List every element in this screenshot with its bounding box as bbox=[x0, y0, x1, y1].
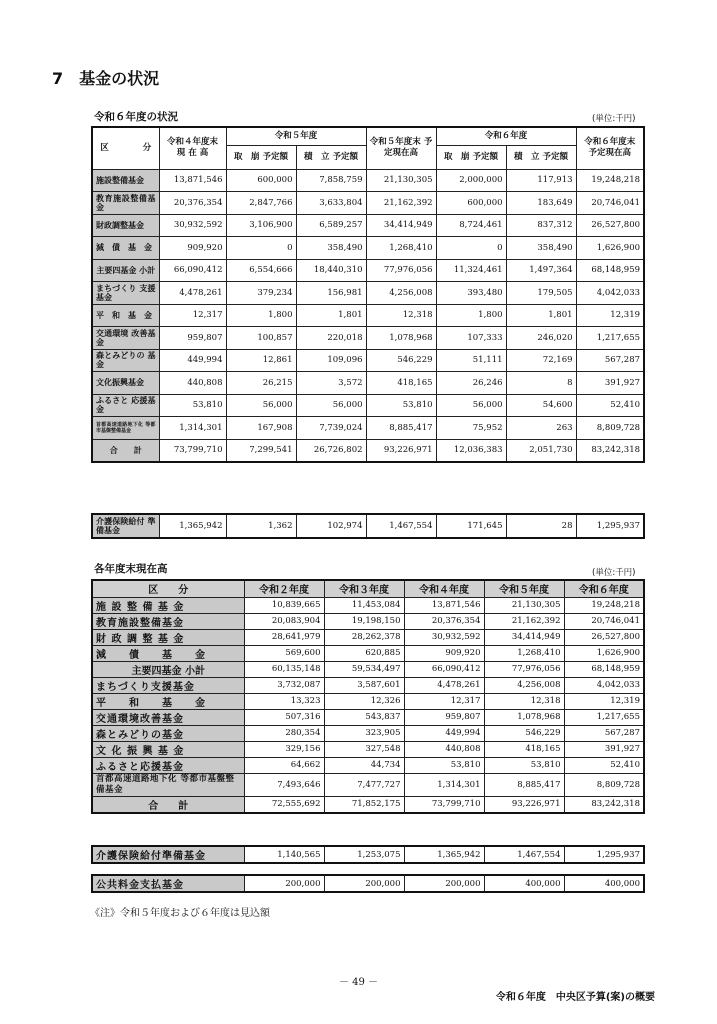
cell: 83,242,318 bbox=[576, 439, 644, 462]
cell: 959,807 bbox=[159, 327, 226, 350]
page-number: － 49 － bbox=[338, 977, 379, 988]
cell: 323,905 bbox=[324, 725, 404, 741]
table-row bbox=[92, 282, 644, 305]
cell: 93,226,971 bbox=[484, 796, 564, 813]
row-label: 施設整備基金 bbox=[92, 169, 159, 192]
cell: 11,324,461 bbox=[436, 259, 506, 282]
cell: 1,362 bbox=[226, 514, 296, 538]
table-row bbox=[92, 757, 644, 773]
cell: 34,414,949 bbox=[366, 214, 436, 237]
cell: 418,165 bbox=[484, 741, 564, 757]
cell: 28,262,378 bbox=[324, 629, 404, 645]
cell: 0 bbox=[436, 237, 506, 260]
cell: 327,548 bbox=[324, 741, 404, 757]
cell: 12,319 bbox=[564, 693, 644, 709]
kaigo-status-table bbox=[91, 513, 645, 539]
table-row bbox=[92, 192, 644, 215]
cell: 379,234 bbox=[226, 282, 296, 305]
row-label: ふるさと 応援基金 bbox=[92, 394, 159, 417]
cell: 73,799,710 bbox=[404, 796, 484, 813]
table-row bbox=[92, 514, 644, 538]
cell: 109,096 bbox=[296, 349, 366, 372]
cell: 543,837 bbox=[324, 709, 404, 725]
cell: 83,242,318 bbox=[564, 796, 644, 813]
row-label: 交通環境改善基金 bbox=[92, 709, 244, 725]
footer: 令和６年度 中央区予算(案)の概要 bbox=[495, 992, 655, 1003]
table-row bbox=[92, 709, 644, 725]
cell: 117,913 bbox=[506, 169, 576, 192]
cell: 12,326 bbox=[324, 693, 404, 709]
cell: 263 bbox=[506, 417, 576, 440]
cell: 1,314,301 bbox=[159, 417, 226, 440]
cell: 28 bbox=[506, 514, 576, 538]
row-label: 財政調整基金 bbox=[92, 214, 159, 237]
cell: 8,885,417 bbox=[484, 773, 564, 796]
cell: 19,198,150 bbox=[324, 613, 404, 629]
table-row bbox=[92, 629, 644, 645]
row-label: 平 和 基 金 bbox=[92, 693, 244, 709]
cell: 56,000 bbox=[296, 394, 366, 417]
cell: 600,000 bbox=[226, 169, 296, 192]
cell: 1,800 bbox=[436, 304, 506, 327]
cell: 26,527,800 bbox=[576, 214, 644, 237]
cell: 3,587,601 bbox=[324, 677, 404, 693]
cell: 567,287 bbox=[576, 349, 644, 372]
row-label: 公共料金支払基金 bbox=[92, 875, 244, 892]
cell: 12,318 bbox=[366, 304, 436, 327]
row-label: 主要四基金 小計 bbox=[92, 259, 159, 282]
table-row bbox=[92, 613, 644, 629]
header-r5-deposit: 積 立 予定額 bbox=[296, 145, 366, 169]
cell: 56,000 bbox=[436, 394, 506, 417]
table-row bbox=[92, 327, 644, 350]
cell: 20,376,354 bbox=[404, 613, 484, 629]
cell: 93,226,971 bbox=[366, 439, 436, 462]
cell: 4,042,033 bbox=[576, 282, 644, 305]
cell: 358,490 bbox=[506, 237, 576, 260]
cell: 13,871,546 bbox=[404, 597, 484, 613]
cell: 156,981 bbox=[296, 282, 366, 305]
cell: 546,229 bbox=[366, 349, 436, 372]
header-kubun: 区 分 bbox=[92, 127, 159, 169]
note: 《注》令和５年度および６年度は見込額 bbox=[90, 908, 270, 919]
table-row bbox=[92, 741, 644, 757]
table-row bbox=[92, 597, 644, 613]
header-kubun: 区 分 bbox=[92, 580, 244, 597]
cell: 2,847,766 bbox=[226, 192, 296, 215]
row-label: 減 債 基 金 bbox=[92, 237, 159, 260]
header-r5: 令和５年度 bbox=[226, 127, 366, 145]
cell: 440,808 bbox=[159, 372, 226, 395]
cell: 7,858,759 bbox=[296, 169, 366, 192]
cell: 11,453,084 bbox=[324, 597, 404, 613]
cell: 52,410 bbox=[576, 394, 644, 417]
cell: 71,852,175 bbox=[324, 796, 404, 813]
table-row bbox=[92, 645, 644, 661]
cell: 21,130,305 bbox=[484, 597, 564, 613]
cell: 59,534,497 bbox=[324, 661, 404, 677]
cell: 13,871,546 bbox=[159, 169, 226, 192]
cell: 26,215 bbox=[226, 372, 296, 395]
cell: 20,746,041 bbox=[576, 192, 644, 215]
cell: 26,726,802 bbox=[296, 439, 366, 462]
header-r4-end: 令和４年度末 現 在 高 bbox=[159, 127, 226, 169]
cell: 220,018 bbox=[296, 327, 366, 350]
row-label: 教育施設整備基金 bbox=[92, 613, 244, 629]
cell: 200,000 bbox=[404, 875, 484, 892]
row-label: 介護保険給付準備基金 bbox=[92, 846, 244, 863]
cell: 1,253,075 bbox=[324, 846, 404, 863]
cell: 2,051,730 bbox=[506, 439, 576, 462]
cell: 400,000 bbox=[484, 875, 564, 892]
table-row bbox=[92, 796, 644, 813]
cell: 77,976,056 bbox=[484, 661, 564, 677]
cell: 7,739,024 bbox=[296, 417, 366, 440]
table-row bbox=[92, 439, 644, 462]
cell: 54,600 bbox=[506, 394, 576, 417]
kokyo-balance-table bbox=[91, 874, 645, 893]
cell: 51,111 bbox=[436, 349, 506, 372]
cell: 72,555,692 bbox=[244, 796, 324, 813]
cell: 21,162,392 bbox=[366, 192, 436, 215]
cell: 3,572 bbox=[296, 372, 366, 395]
row-label: 文 化 振 興 基 金 bbox=[92, 741, 244, 757]
cell: 8 bbox=[506, 372, 576, 395]
kaigo-balance-table bbox=[91, 845, 645, 864]
cell: 18,440,310 bbox=[296, 259, 366, 282]
cell: 72,169 bbox=[506, 349, 576, 372]
cell: 393,480 bbox=[436, 282, 506, 305]
table-row bbox=[92, 875, 644, 892]
header-r5-withdraw: 取 崩 予定額 bbox=[226, 145, 296, 169]
cell: 1,078,968 bbox=[484, 709, 564, 725]
cell: 1,314,301 bbox=[404, 773, 484, 796]
cell: 4,042,033 bbox=[564, 677, 644, 693]
cell: 44,734 bbox=[324, 757, 404, 773]
cell: 6,554,666 bbox=[226, 259, 296, 282]
cell: 66,090,412 bbox=[404, 661, 484, 677]
cell: 1,801 bbox=[296, 304, 366, 327]
cell: 1,365,942 bbox=[404, 846, 484, 863]
table-row bbox=[92, 417, 644, 440]
cell: 280,354 bbox=[244, 725, 324, 741]
cell: 107,333 bbox=[436, 327, 506, 350]
row-label: 介護保険給付 準備基金 bbox=[92, 514, 159, 538]
cell: 28,641,979 bbox=[244, 629, 324, 645]
cell: 167,908 bbox=[226, 417, 296, 440]
cell: 68,148,959 bbox=[564, 661, 644, 677]
cell: 620,885 bbox=[324, 645, 404, 661]
cell: 30,932,592 bbox=[159, 214, 226, 237]
header-r4: 令和４年度 bbox=[404, 580, 484, 597]
cell: 53,810 bbox=[484, 757, 564, 773]
cell: 1,140,565 bbox=[244, 846, 324, 863]
cell: 7,493,646 bbox=[244, 773, 324, 796]
cell: 7,477,727 bbox=[324, 773, 404, 796]
header-r6: 令和６年度 bbox=[436, 127, 576, 145]
row-label: まちづくり支援基金 bbox=[92, 677, 244, 693]
cell: 1,217,655 bbox=[564, 709, 644, 725]
cell: 60,135,148 bbox=[244, 661, 324, 677]
row-label: 森とみどりの基金 bbox=[92, 725, 244, 741]
cell: 391,927 bbox=[576, 372, 644, 395]
cell: 418,165 bbox=[366, 372, 436, 395]
cell: 391,927 bbox=[564, 741, 644, 757]
cell: 200,000 bbox=[324, 875, 404, 892]
cell: 4,256,008 bbox=[484, 677, 564, 693]
table-row bbox=[92, 846, 644, 863]
cell: 52,410 bbox=[564, 757, 644, 773]
cell: 1,295,937 bbox=[564, 846, 644, 863]
row-label: 施 設 整 備 基 金 bbox=[92, 597, 244, 613]
cell: 34,414,949 bbox=[484, 629, 564, 645]
row-label: ふるさと応援基金 bbox=[92, 757, 244, 773]
cell: 6,589,257 bbox=[296, 214, 366, 237]
header-r6-withdraw: 取 崩 予定額 bbox=[436, 145, 506, 169]
cell: 12,319 bbox=[576, 304, 644, 327]
row-label: 合 計 bbox=[92, 439, 159, 462]
cell: 569,600 bbox=[244, 645, 324, 661]
table-row bbox=[92, 304, 644, 327]
table-row bbox=[92, 693, 644, 709]
table-row bbox=[92, 349, 644, 372]
cell: 56,000 bbox=[226, 394, 296, 417]
table1-title: 令和６年度の状況 bbox=[94, 111, 178, 123]
cell: 1,801 bbox=[506, 304, 576, 327]
cell: 171,645 bbox=[436, 514, 506, 538]
cell: 21,130,305 bbox=[366, 169, 436, 192]
row-label: 主要四基金 小計 bbox=[92, 661, 244, 677]
header-r6: 令和６年度 bbox=[564, 580, 644, 597]
cell: 1,626,900 bbox=[564, 645, 644, 661]
cell: 4,478,261 bbox=[404, 677, 484, 693]
table-row bbox=[92, 214, 644, 237]
cell: 909,920 bbox=[159, 237, 226, 260]
cell: 20,376,354 bbox=[159, 192, 226, 215]
cell: 507,316 bbox=[244, 709, 324, 725]
header-r6-end: 令和６年度末 予定現在高 bbox=[576, 127, 644, 169]
cell: 2,000,000 bbox=[436, 169, 506, 192]
cell: 837,312 bbox=[506, 214, 576, 237]
table-row bbox=[92, 661, 644, 677]
row-label: 文化振興基金 bbox=[92, 372, 159, 395]
cell: 546,229 bbox=[484, 725, 564, 741]
header-r3: 令和３年度 bbox=[324, 580, 404, 597]
table-row bbox=[92, 372, 644, 395]
cell: 329,156 bbox=[244, 741, 324, 757]
cell: 909,920 bbox=[404, 645, 484, 661]
header-r5-end: 令和５年度末 予定現在高 bbox=[366, 127, 436, 169]
cell: 1,217,655 bbox=[576, 327, 644, 350]
table-row bbox=[92, 773, 644, 796]
cell: 1,626,900 bbox=[576, 237, 644, 260]
section-title: 7 基金の状況 bbox=[52, 69, 160, 88]
cell: 1,268,410 bbox=[366, 237, 436, 260]
cell: 179,505 bbox=[506, 282, 576, 305]
cell: 1,800 bbox=[226, 304, 296, 327]
cell: 1,268,410 bbox=[484, 645, 564, 661]
cell: 30,932,592 bbox=[404, 629, 484, 645]
cell: 4,478,261 bbox=[159, 282, 226, 305]
cell: 12,861 bbox=[226, 349, 296, 372]
table-row bbox=[92, 394, 644, 417]
cell: 68,148,959 bbox=[576, 259, 644, 282]
cell: 26,246 bbox=[436, 372, 506, 395]
yearly-balance-table bbox=[91, 579, 645, 814]
header-r2: 令和２年度 bbox=[244, 580, 324, 597]
table-row bbox=[92, 725, 644, 741]
table2-title: 各年度末現在高 bbox=[94, 563, 168, 575]
cell: 1,365,942 bbox=[159, 514, 226, 538]
cell: 75,952 bbox=[436, 417, 506, 440]
cell: 449,994 bbox=[159, 349, 226, 372]
cell: 53,810 bbox=[366, 394, 436, 417]
cell: 12,318 bbox=[484, 693, 564, 709]
cell: 26,527,800 bbox=[564, 629, 644, 645]
cell: 246,020 bbox=[506, 327, 576, 350]
row-label: まちづくり 支援基金 bbox=[92, 282, 159, 305]
cell: 53,810 bbox=[159, 394, 226, 417]
row-label: 首都高速道路地下化 等都市基盤整備基金 bbox=[92, 417, 159, 440]
table-row bbox=[92, 169, 644, 192]
row-label: 森とみどりの 基 金 bbox=[92, 349, 159, 372]
cell: 3,633,804 bbox=[296, 192, 366, 215]
cell: 64,662 bbox=[244, 757, 324, 773]
row-label: 財 政 調 整 基 金 bbox=[92, 629, 244, 645]
cell: 66,090,412 bbox=[159, 259, 226, 282]
table-row bbox=[92, 259, 644, 282]
cell: 12,036,383 bbox=[436, 439, 506, 462]
row-label: 合 計 bbox=[92, 796, 244, 813]
cell: 19,248,218 bbox=[564, 597, 644, 613]
cell: 19,248,218 bbox=[576, 169, 644, 192]
cell: 440,808 bbox=[404, 741, 484, 757]
row-label: 交通環境 改善基金 bbox=[92, 327, 159, 350]
cell: 1,467,554 bbox=[366, 514, 436, 538]
cell: 4,256,008 bbox=[366, 282, 436, 305]
table1-unit: (単位:千円) bbox=[592, 114, 636, 124]
cell: 959,807 bbox=[404, 709, 484, 725]
cell: 183,649 bbox=[506, 192, 576, 215]
fund-status-table bbox=[91, 126, 645, 463]
cell: 8,809,728 bbox=[576, 417, 644, 440]
cell: 8,724,461 bbox=[436, 214, 506, 237]
cell: 449,994 bbox=[404, 725, 484, 741]
cell: 0 bbox=[226, 237, 296, 260]
cell: 1,497,364 bbox=[506, 259, 576, 282]
cell: 1,295,937 bbox=[576, 514, 644, 538]
row-label: 教育施設整備基金 bbox=[92, 192, 159, 215]
header-r5: 令和５年度 bbox=[484, 580, 564, 597]
cell: 3,106,900 bbox=[226, 214, 296, 237]
cell: 21,162,392 bbox=[484, 613, 564, 629]
cell: 8,885,417 bbox=[366, 417, 436, 440]
cell: 3,732,087 bbox=[244, 677, 324, 693]
cell: 20,746,041 bbox=[564, 613, 644, 629]
cell: 12,317 bbox=[404, 693, 484, 709]
cell: 20,083,904 bbox=[244, 613, 324, 629]
row-label: 首都高速道路地下化 等都市基盤整備基金 bbox=[92, 773, 244, 796]
cell: 200,000 bbox=[244, 875, 324, 892]
cell: 8,809,728 bbox=[564, 773, 644, 796]
table-row bbox=[92, 237, 644, 260]
cell: 567,287 bbox=[564, 725, 644, 741]
header-r6-deposit: 積 立 予定額 bbox=[506, 145, 576, 169]
cell: 53,810 bbox=[404, 757, 484, 773]
cell: 1,467,554 bbox=[484, 846, 564, 863]
cell: 358,490 bbox=[296, 237, 366, 260]
cell: 1,078,968 bbox=[366, 327, 436, 350]
cell: 12,317 bbox=[159, 304, 226, 327]
cell: 73,799,710 bbox=[159, 439, 226, 462]
cell: 77,976,056 bbox=[366, 259, 436, 282]
cell: 400,000 bbox=[564, 875, 644, 892]
cell: 10,839,665 bbox=[244, 597, 324, 613]
row-label: 平 和 基 金 bbox=[92, 304, 159, 327]
cell: 600,000 bbox=[436, 192, 506, 215]
cell: 7,299,541 bbox=[226, 439, 296, 462]
cell: 102,974 bbox=[296, 514, 366, 538]
table-row bbox=[92, 677, 644, 693]
row-label: 減 債 基 金 bbox=[92, 645, 244, 661]
table2-unit: (単位:千円) bbox=[592, 568, 636, 578]
cell: 13,323 bbox=[244, 693, 324, 709]
cell: 100,857 bbox=[226, 327, 296, 350]
